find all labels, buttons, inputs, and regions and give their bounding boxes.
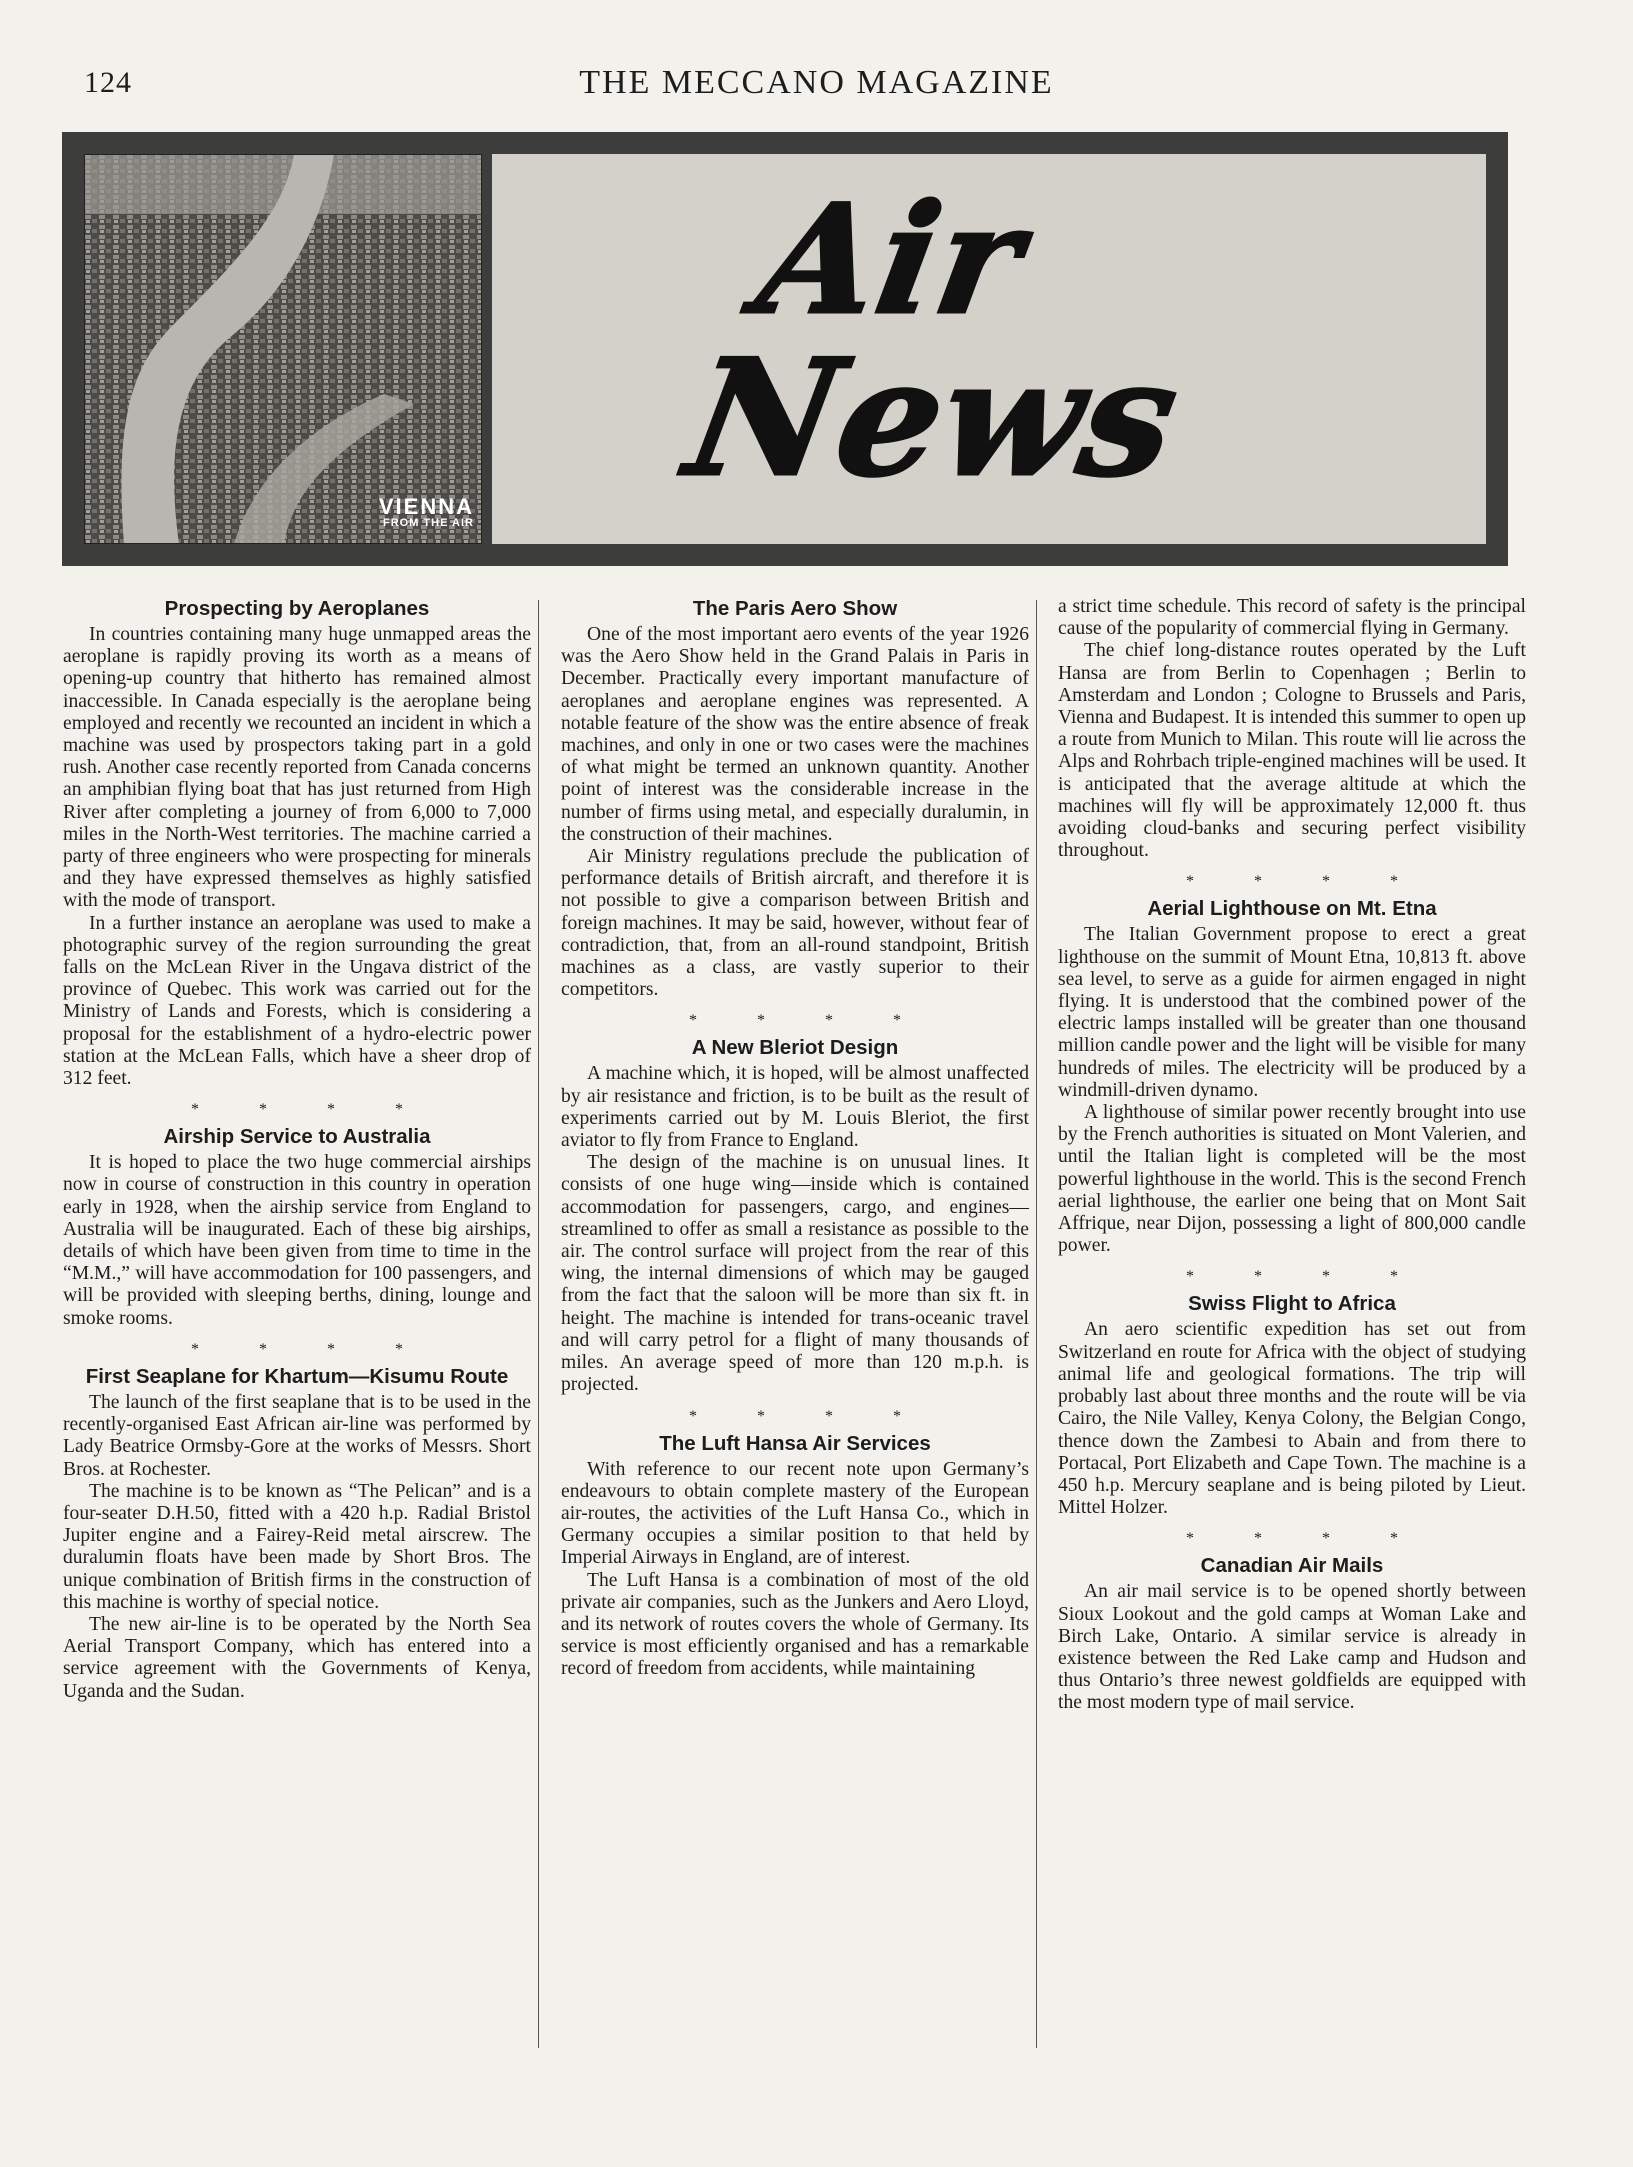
photo-caption [379,495,474,530]
article-paragraph: A lighthouse of similar power recently brought into use by the French authorities is situated on Mont Valerien, and until the Italian light is completed will be the most powerful lighthouse in the world. This is the second French aerial lighthouse, the earlier one being that on Mont Sait Affrique, near Dijon, possessing a light of 800,000 candle power. [1058,1102,1526,1257]
article-paragraph: In a further instance an aeroplane was used to make a photographic survey of the region surrounding the great falls on the McLean River in the Ungava district of the province of Quebec. This work was carried out for the Ministry of Lands and Forests, which is considering a proposal for the establishment of a hydro-electric power station at the McLean Falls, which have a sheer drop of 312 feet. [63,912,531,1090]
section-separator: * * * * [1186,873,1426,891]
column-rule [1036,600,1037,2048]
article-title-canadian-air-mails: Canadian Air Mails [1200,1554,1384,1578]
article-title-mt-etna: Aerial Lighthouse on Mt. Etna [1147,897,1437,921]
vienna-aerial-photo [84,154,482,544]
banner-title-air: Air [746,172,1036,348]
page-number: 124 [84,66,132,99]
photo-caption-from-the-air: FROM THE AIR [382,517,474,530]
article-paragraph: An air mail service is to be opened shortly between Sioux Lookout and the gold camps at Woman Lake and Birch Lake, Ontario. A similar service is already in existence between the Red Lake camp and Hudson and thus Ontario’s three newest goldfields are equipped with the most modern type of mail service. [1058,1581,1526,1714]
article-paragraph: One of the most important aero events of the year 1926 was the Aero Show held in the Grand Palais in Paris in December. Practically every important manufacture of aeroplanes and aeroplane engines was represented. A notable feature of the show was the entire absence of freak machines, and only in one or two cases were the machines of what might be termed an unknown quantity. Another point of interest was the considerable increase in the number of firms using metal, and especially duralumin, in the construction of their machines. [561,624,1029,845]
photo-caption-vienna: VIENNA [378,494,474,520]
banner-title-news: News [675,324,1193,512]
section-separator: * * * * [191,1340,431,1358]
article-title-bleriot-design: A New Bleriot Design [691,1036,899,1060]
section-separator: * * * * [689,1407,929,1425]
article-title-airship-service: Airship Service to Australia [163,1125,431,1149]
column-3 [1058,596,1526,1715]
section-separator: * * * * [1186,1268,1426,1286]
article-paragraph: The Luft Hansa is a combination of most of the old private air companies, such as the Junkers and Aero Lloyd, and its network of routes covers the whole of Germany. Its service is most efficiently organised and has a remarkable record of freedom from accidents, while maintaining [561,1569,1029,1680]
article-paragraph: It is hoped to place the two huge commercial airships now in course of construction in this country in operation early in 1928, when the airship service from England to Australia will be inaugurated. Each of these big airships, details of which have been given from time to time in the “M.M.,” will have accommodation for 100 passengers, and will be provided with sleeping berths, dining, lounge and smoke rooms. [63,1152,531,1329]
aerial-city-image [84,154,482,544]
column-2 [561,596,1029,1681]
air-news-banner [62,132,1508,566]
section-separator: * * * * [191,1101,431,1119]
article-paragraph: With reference to our recent note upon Germany’s endeavours to obtain complete mastery of the European air-routes, the activities of the Luft Hansa Co., which in Germany occupies a similar position to that held by Imperial Airways in England, are of interest. [561,1458,1029,1569]
article-paragraph: The design of the machine is on unusual lines. It consists of one huge wing—inside which is contained accommodation for passengers, cargo, and engines—streamlined to offer as small a resistance as possible to the air. The control surface will project from the rear of this wing, the internal dimensions of which may be gauged from the fact that the saloon will be more than six ft. in height. The machine is intended for trans-oceanic travel and will carry petrol for a flight of many thousands of miles. An average speed of more than 120 m.p.h. is projected. [561,1152,1029,1396]
article-paragraph: The Italian Government propose to erect a great lighthouse on the summit of Mount Etna, 10,813 ft. above sea level, to serve as a guide for airmen engaged in night flying. It is understood that the combined power of the electric lamps installed will be greater than one thousand million candle power and the light will be visible for many hundreds of miles. The electricity will be produced by a windmill-driven dynamo. [1058,924,1526,1101]
article-paragraph: The new air-line is to be operated by the North Sea Aerial Transport Company, which has entered into a service agreement with the Governments of Kenya, Uganda and the Sudan. [63,1613,531,1702]
article-title-swiss-flight: Swiss Flight to Africa [1188,1292,1396,1316]
running-head: THE MECCANO MAGAZINE [579,64,1054,101]
article-paragraph: The chief long-distance routes operated by the Luft Hansa are from Berlin to Copenhagen ; Berlin to Amsterdam and London ; Cologne to Brussels and Paris, Vienna and Budapest. It is intended this summer to open up a route from Munich to Milan. This route will lie across the Alps and Rohrbach triple-engined machines will be used. It is anticipated that the average altitude at which the machines will fly will be approximately 12,000 ft. thus avoiding cloud-banks and securing perfect visibility throughout. [1058,640,1526,862]
article-title-luft-hansa: The Luft Hansa Air Services [659,1431,931,1455]
article-title-paris-aero-show: The Paris Aero Show [692,597,898,620]
article-paragraph: In countries containing many huge unmapped areas the aeroplane is rapidly proving its worth as a means of opening-up country that hitherto has remained almost inaccessible. In Canada especially is the aeroplane being employed and recently we recounted an incident in which a machine was used by prospectors taking part in a gold rush. Another case recently reported from Canada concerns an amphibian flying boat that has just returned from High River after completing a journey of from 6,000 to 7,000 miles in the North-West territories. The machine carried a party of three engineers who were prospecting for minerals and they have expressed themselves as highly satisfied with the mode of transport. [63,624,531,912]
article-title-prospecting: Prospecting by Aeroplanes [164,597,430,620]
section-separator: * * * * [689,1012,929,1030]
article-paragraph: Air Ministry regulations preclude the publication of performance details of British aircraft, and therefore it is not possible to give a comparison between British and foreign machines. It may be said, however, without fear of contradiction, that, from an all-round standpoint, British machines as a class, are vastly superior to their competitors. [561,846,1029,1001]
article-paragraph: A machine which, it is hoped, will be almost unaffected by air resistance and friction, is to be built as the result of experiments carried out by M. Louis Bleriot, the first aviator to fly from France to England. [561,1063,1029,1152]
section-separator: * * * * [1186,1530,1426,1548]
column-1 [63,596,531,1703]
article-title-first-seaplane: First Seaplane for Khartum—Kisumu Route [85,1364,509,1388]
article-paragraph: The launch of the first seaplane that is to be used in the recently-organised East African air-line was performed by Lady Beatrice Ormsby-Gore at the works of Messrs. Short Bros. at Rochester. [63,1391,531,1480]
column-rule [538,600,539,2048]
article-paragraph-continued: a strict time schedule. This record of safety is the principal cause of the popularity of commercial flying in Germany. [1058,596,1526,640]
article-paragraph: An aero scientific expedition has set out from Switzerland en route for Africa with the object of studying animal life and geological formations. The trip will probably last about three months and the route will be via Cairo, the Nile Valley, Kenya Colony, the Belgian Congo, thence down the Zambesi to Abain and from there to Portacal, Port Elizabeth and Cape Town. The machine is a 450 h.p. Mercury seaplane and is being piloted by Lieut. Mittel Holzer. [1058,1319,1526,1519]
title-panel [492,154,1486,544]
article-paragraph: The machine is to be known as “The Pelican” and is a four-seater D.H.50, fitted with a 420 h.p. Radial Bristol Jupiter engine and a Fairey-Reid metal airscrew. The duralumin floats have been made by Short Bros. The unique combination of British firms in the construction of this machine is worthy of special notice. [63,1480,531,1613]
